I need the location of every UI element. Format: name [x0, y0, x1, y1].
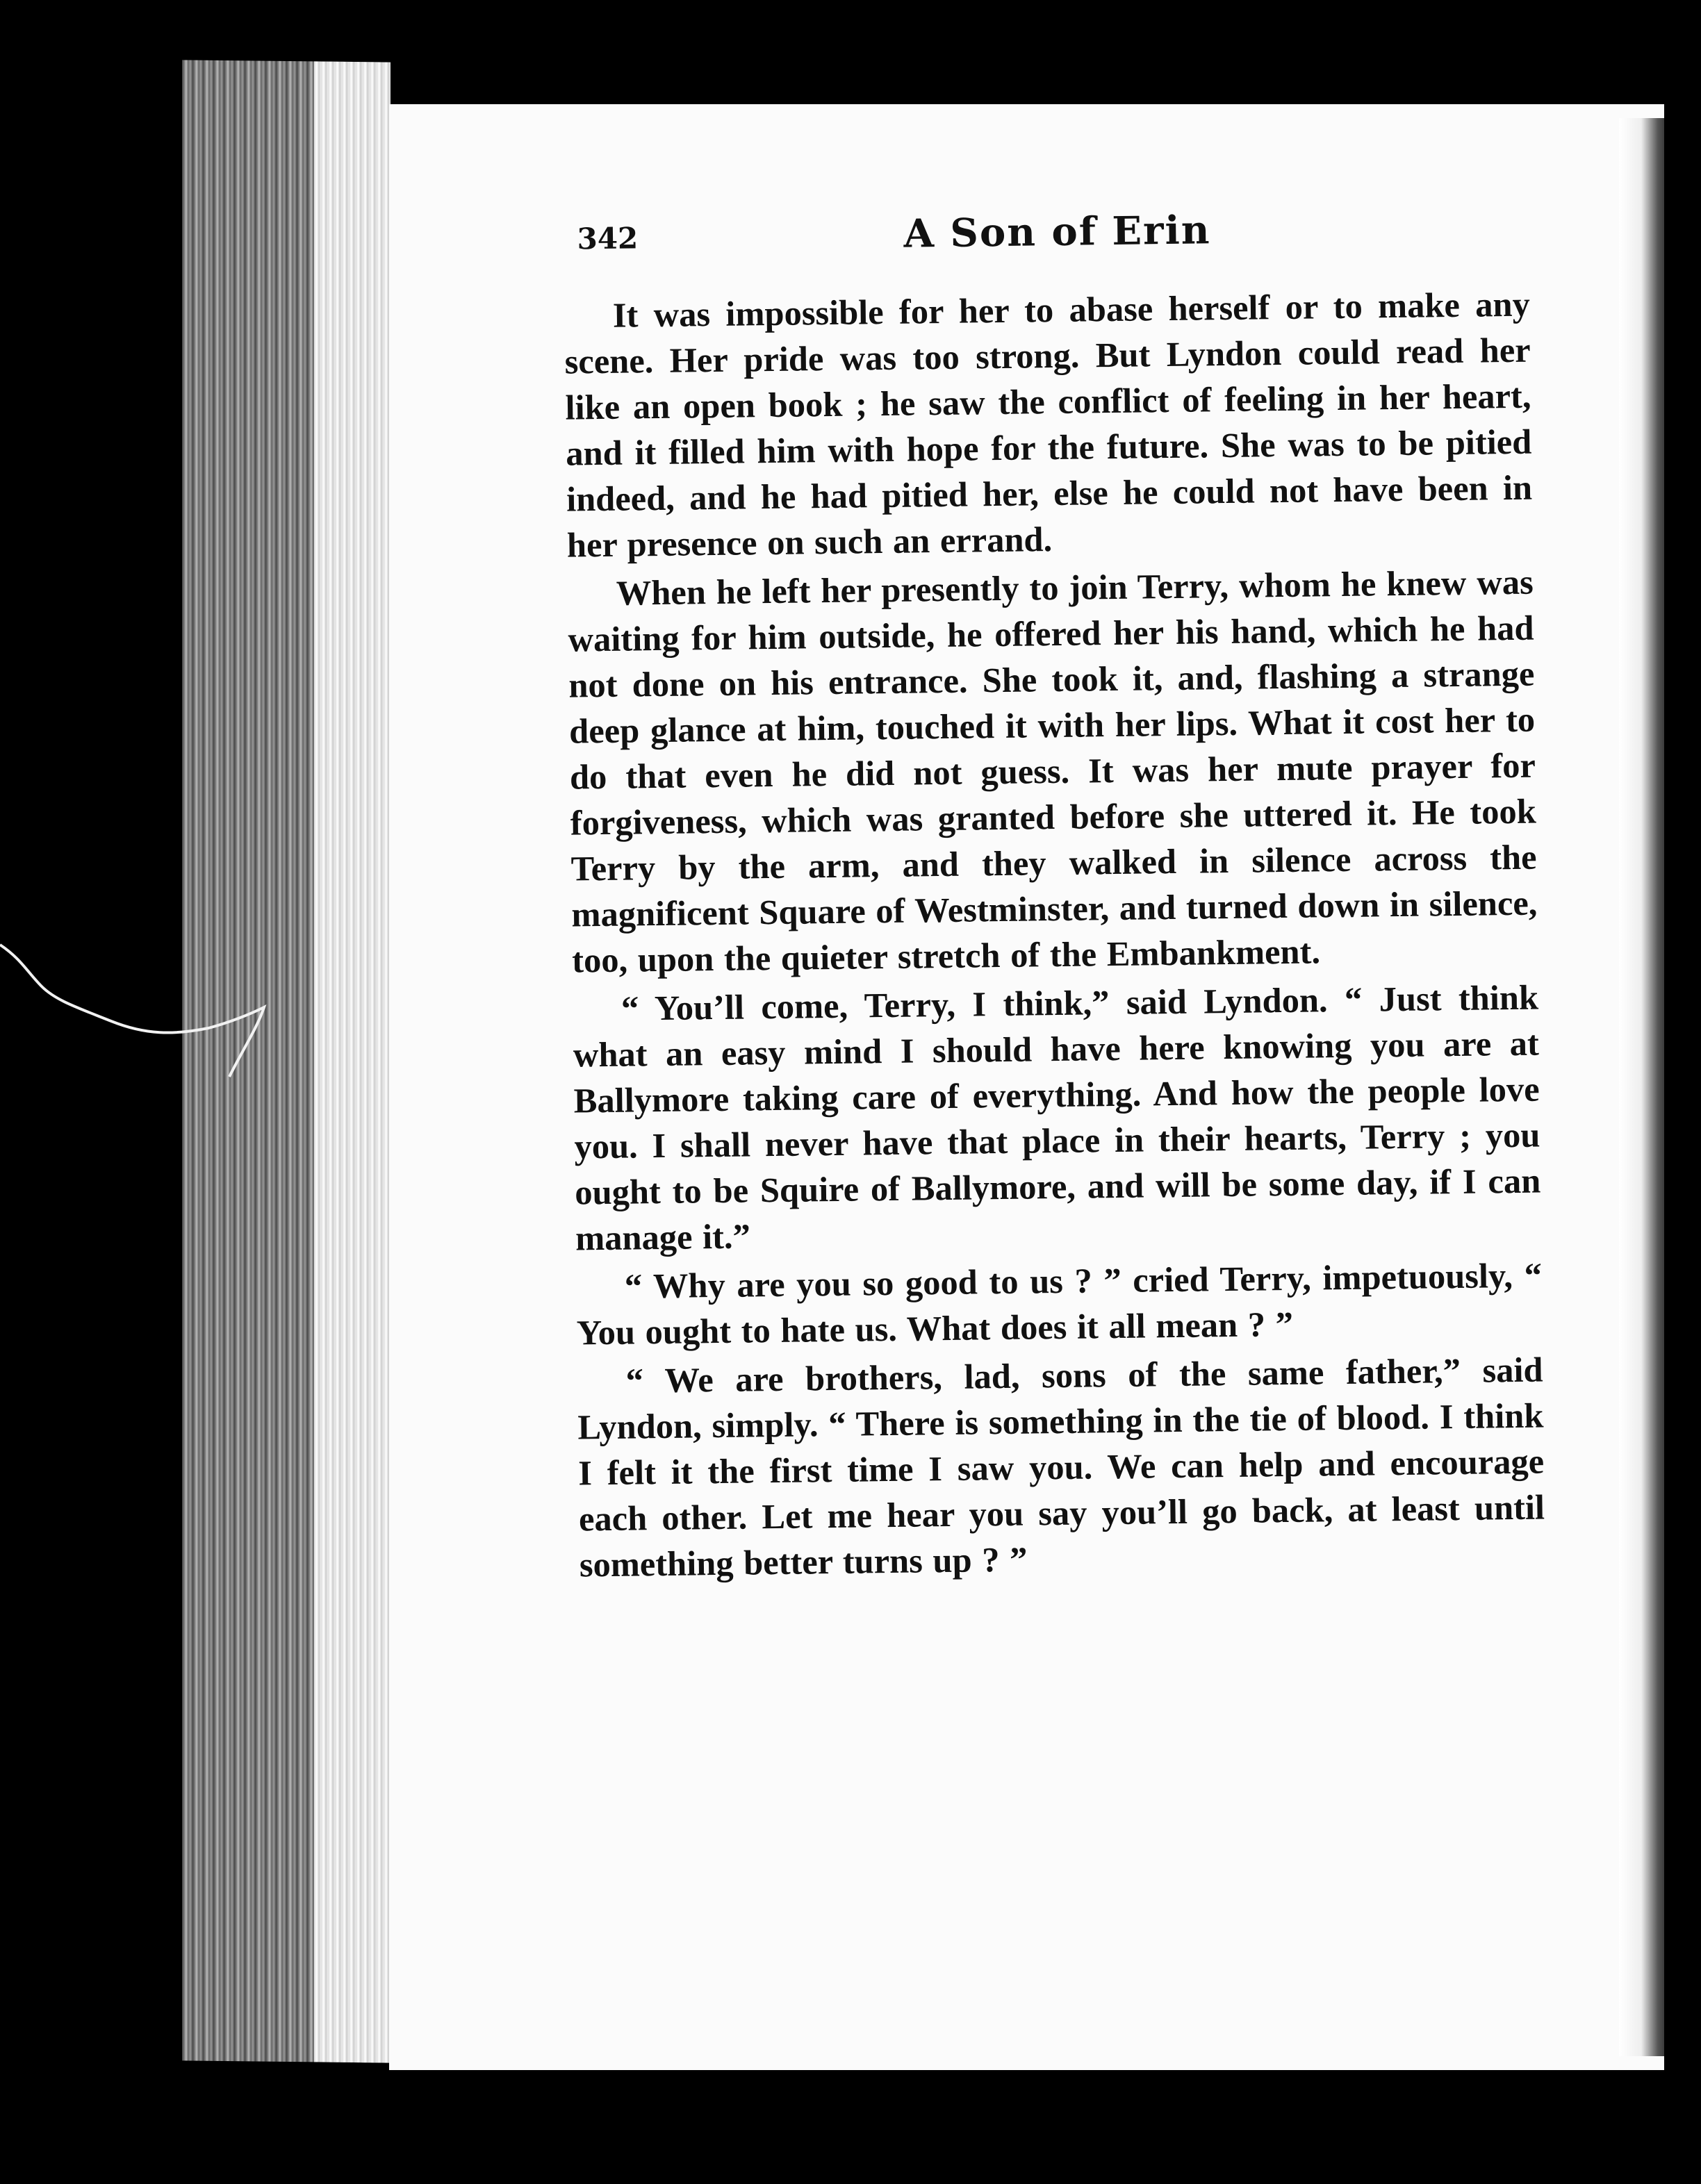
body-text [564, 281, 1545, 1591]
bookmark-string [0, 931, 271, 1084]
page-text-block [542, 197, 1550, 1910]
paragraph: “ You’ll come, Terry, I think,” said Lyndon. “ Just think what an easy mind I should have here knowing you are at Ballymore taking care of everything. And how the people love you. I shall never have that place in their hearts, Terry ; you ought to be Squire of Ballymore, and will be some day, if I can manage it.” [573, 977, 1541, 1258]
page-number: 342 [577, 221, 639, 256]
paragraph: When he left her presently to join Terry, whom he knew was waiting for him outside, he offered her his hand, which he had not done on his entrance. She took it, and, flashing a strange deep glance at him, touched it with her lips. What it cost her to do that even he did not guess. It was her mute prayer for forgiveness, which was granted before she uttered it. He took Terry by the arm, and they walked in silence across the magnificent Square of Westminster, and turned down in silence, too, upon the quieter stretch of the Embankment. [568, 562, 1538, 980]
scan-border-right [1664, 0, 1701, 2184]
page-header [542, 197, 1529, 285]
running-title: A Son of Erin [903, 207, 1211, 257]
paragraph: “ Why are you so good to us ? ” cried Terry, impetuously, “ You ought to hate us. What does it all mean ? ” [576, 1255, 1543, 1352]
paragraph: It was impossible for her to abase herself or to make any scene. Her pride was too strong. But Lyndon could read her like an open book ; he saw the conflict of feeling in her heart, and it filled him with hope for the future. She was to be pitied indeed, and he had pitied her, else he could not have been in her presence on such an errand. [564, 284, 1533, 565]
paragraph: “ We are brothers, lad, sons of the same father,” said Lyndon, simply. “ There is something in the tie of blood. I think I felt it the first time I saw you. We can help and encourage each other. Let me hear you say you’ll go back, at least until something better turns up ? ” [577, 1350, 1545, 1585]
